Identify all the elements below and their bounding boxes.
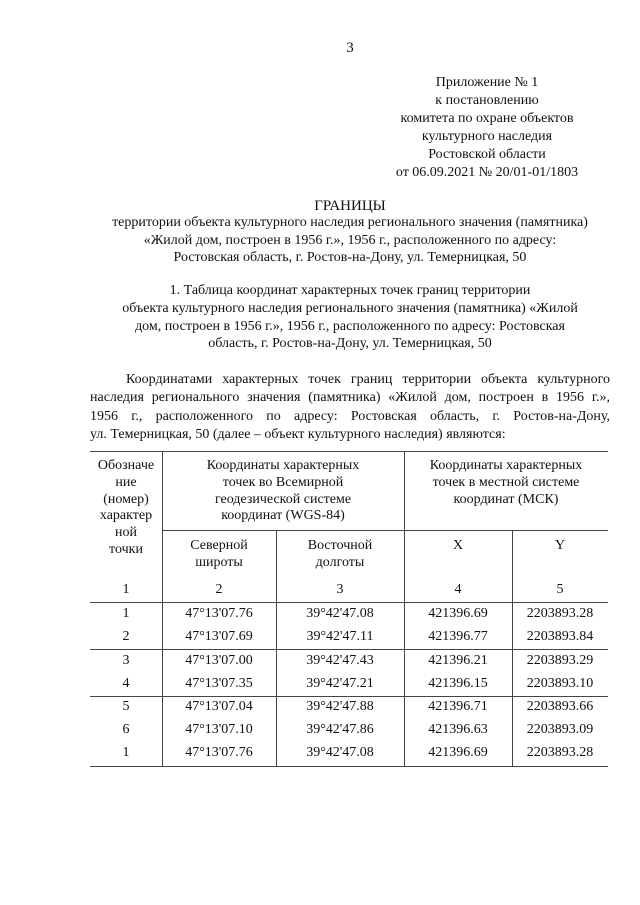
intro-paragraph [90,371,610,444]
header-line: ние [115,474,137,490]
cell-point: 6 [122,722,130,737]
header-line: Координаты характерных [429,458,583,473]
caption-line: область, г. Ростов-на-Дону, ул. Темерницкая, 50 [208,336,492,352]
cell-x: 421396.69 [428,745,488,760]
header-point-designation [90,458,162,559]
header-line: Обозначе [97,458,155,473]
header-line: широты [195,554,243,570]
cell-point: 1 [122,745,130,760]
cell-point: 1 [122,606,130,621]
header-line: Восточной [307,538,373,553]
header-line: ной [115,525,137,541]
paragraph-line: ул. Темерницкая, 50 (далее – объект культурного наследия) являются: [90,426,506,442]
cell-point: 2 [122,629,130,644]
cell-latitude: 47°13'07.10 [185,722,253,737]
table-rule [90,649,608,650]
subtitle-line: Ростовская область, г. Ростов-на-Дону, ул. Темерницкая, 50 [173,250,527,266]
cell-y: 2203893.29 [526,653,594,668]
appendix-line: комитета по охране объектов [400,111,574,126]
table-rule [90,766,608,767]
appendix-line: от 06.09.2021 № 20/01-01/1803 [395,165,579,180]
table-rule [162,530,608,531]
header-x: X [452,538,464,553]
cell-latitude: 47°13'07.35 [185,676,253,691]
subtitle-line: территории объекта культурного наследия регионального значения (памятника) [112,215,588,230]
cell-latitude: 47°13'07.69 [185,629,253,644]
appendix-line: Ростовской области [428,147,546,162]
header-longitude [276,538,404,572]
header-msk [404,458,608,508]
appendix-block [360,74,614,182]
cell-point: 4 [122,676,130,691]
cell-y: 2203893.09 [526,722,594,737]
cell-x: 421396.63 [428,722,488,737]
cell-longitude: 39°42'47.08 [306,606,374,621]
cell-longitude: 39°42'47.43 [306,653,374,668]
caption-line: объекта культурного наследия регионального значения (памятника) «Жилой [122,300,578,316]
cell-y: 2203893.28 [526,606,594,621]
appendix-line: к постановлению [435,93,539,108]
cell-x: 421396.77 [428,629,488,644]
cell-y: 2203893.28 [526,745,594,760]
header-y: Y [554,538,566,553]
cell-point: 5 [122,699,130,714]
header-line: характер [99,508,153,524]
header-latitude [162,538,276,572]
paragraph-line: 1956 г., расположенного по адресу: Ростовская область, г. Ростов-на-Дону, [90,408,610,424]
cell-latitude: 47°13'07.76 [185,606,253,621]
column-number: 2 [215,582,223,597]
header-line: геодезической системе [214,491,352,507]
paragraph-line: наследия регионального значения (памятника) «Жилой дом, построен в 1956 г.», [90,390,610,406]
column-number: 1 [122,582,130,597]
cell-latitude: 47°13'07.76 [185,745,253,760]
column-number: 5 [556,582,564,597]
table-rule [90,696,608,697]
header-wgs84 [162,458,404,525]
cell-latitude: 47°13'07.04 [185,699,253,714]
column-number: 3 [336,582,344,597]
page-number: 3 [346,40,354,56]
cell-y: 2203893.10 [526,676,594,691]
header-line: точки [109,541,143,557]
cell-longitude: 39°42'47.08 [306,745,374,760]
caption-line: 1. Таблица координат характерных точек границ территории [169,283,531,298]
document-subtitle [0,214,640,267]
header-line: долготы [315,554,365,570]
cell-longitude: 39°42'47.11 [306,629,374,644]
cell-longitude: 39°42'47.21 [306,676,374,691]
cell-x: 421396.15 [428,676,488,691]
paragraph-line: Координатами характерных точек границ территории объекта культурного [126,372,610,387]
table-rule [90,602,608,603]
subtitle-line: «Жилой дом, построен в 1956 г.», 1956 г., расположенного по адресу: [143,232,557,248]
document-title: ГРАНИЦЫ [314,198,386,214]
cell-longitude: 39°42'47.86 [306,722,374,737]
header-line: (номер) [103,491,149,507]
cell-x: 421396.21 [428,653,488,668]
header-line: точек во Всемирной [222,474,344,490]
header-line: Координаты характерных [206,458,360,473]
header-line: координат (МСК) [453,491,559,507]
caption-line: дом, построен в 1956 г.», 1956 г., расположенного по адресу: Ростовская [135,318,565,334]
cell-y: 2203893.66 [526,699,594,714]
cell-longitude: 39°42'47.88 [306,699,374,714]
cell-point: 3 [122,653,130,668]
header-line: координат (WGS-84) [221,508,345,524]
appendix-line: Приложение № 1 [435,75,539,90]
header-line: точек в местной системе [432,474,580,490]
cell-x: 421396.69 [428,606,488,621]
cell-x: 421396.71 [428,699,488,714]
table-caption [0,282,640,353]
cell-y: 2203893.84 [526,629,594,644]
appendix-line: культурного наследия [421,129,553,144]
cell-latitude: 47°13'07.00 [185,653,253,668]
table-rule [90,451,608,452]
header-line: Северной [190,538,248,553]
column-number: 4 [454,582,462,597]
